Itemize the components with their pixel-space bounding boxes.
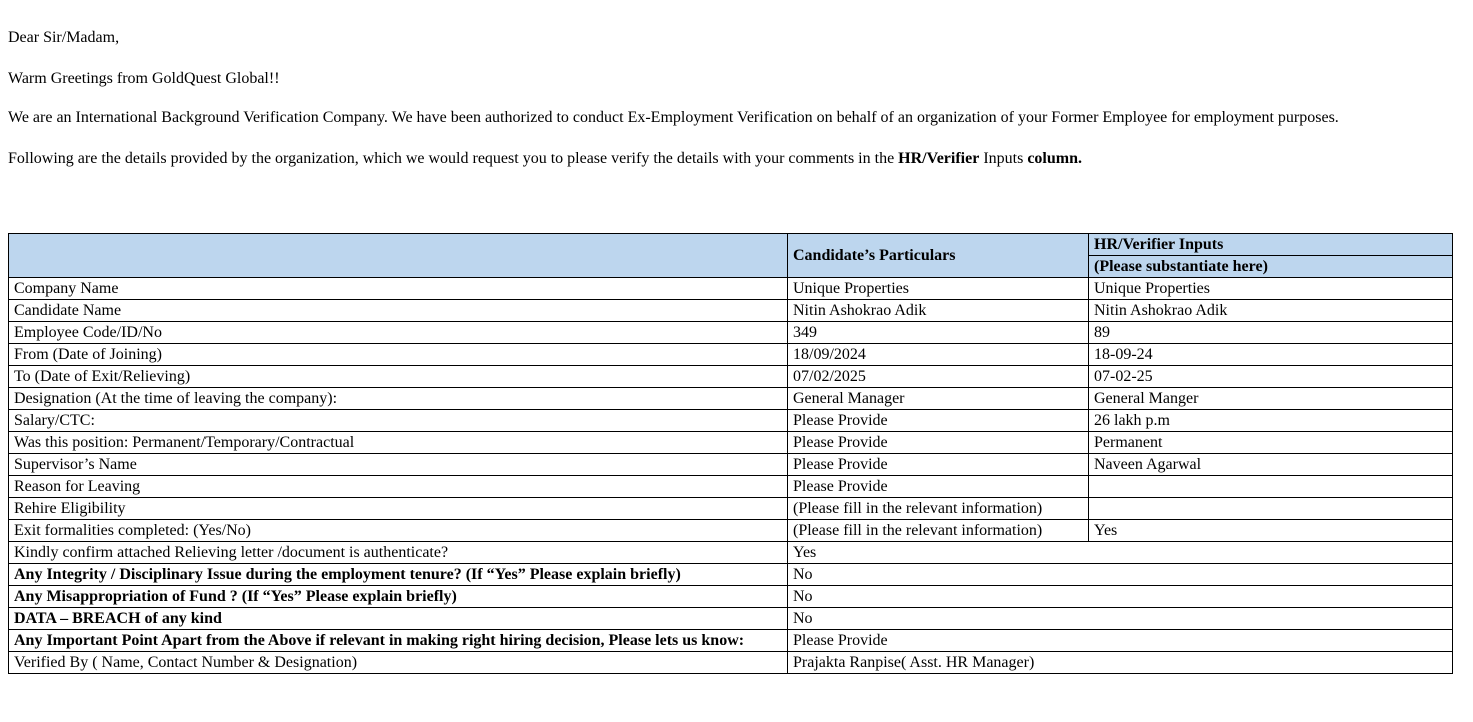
hr-input-cell[interactable]: General Manger (1089, 388, 1453, 410)
candidate-value-cell: Please Provide (788, 476, 1089, 498)
row-label-cell: Kindly confirm attached Relieving letter /document is authenticate? (9, 542, 788, 564)
row-label-cell: Rehire Eligibility (9, 498, 788, 520)
hr-input-cell[interactable] (1089, 476, 1453, 498)
row-label-cell: Exit formalities completed: (Yes/No) (9, 520, 788, 542)
row-label-cell: Any Integrity / Disciplinary Issue during the employment tenure? (If “Yes” Please explain briefly) (9, 564, 788, 586)
merged-value-cell[interactable]: Please Provide (788, 630, 1453, 652)
row-label-cell: Company Name (9, 278, 788, 300)
hr-input-cell[interactable]: 18-09-24 (1089, 344, 1453, 366)
candidate-value-cell: Nitin Ashokrao Adik (788, 300, 1089, 322)
candidate-value-cell: Please Provide (788, 410, 1089, 432)
hr-input-cell[interactable]: Unique Properties (1089, 278, 1453, 300)
table-row (9, 410, 1453, 432)
merged-value-cell[interactable]: Prajakta Ranpise( Asst. HR Manager) (788, 652, 1453, 674)
table-row (9, 300, 1453, 322)
candidate-value-cell: (Please fill in the relevant information) (788, 498, 1089, 520)
header-empty-cell (9, 234, 788, 278)
header-candidates-particulars: Candidate’s Particulars (788, 234, 1089, 278)
instruction-bold-hr-verifier: HR/Verifier (898, 150, 980, 167)
table-row-merged (9, 608, 1453, 630)
row-label-cell: Any Important Point Apart from the Above if relevant in making right hiring decision, Please lets us know: (9, 630, 788, 652)
table-row-merged (9, 630, 1453, 652)
header-hr-verifier-inputs: HR/Verifier Inputs (1089, 234, 1453, 256)
candidate-value-cell: 349 (788, 322, 1089, 344)
row-label-cell: Reason for Leaving (9, 476, 788, 498)
table-row (9, 498, 1453, 520)
instruction-text: Following are the details provided by the organization, which we would request you to please verify the details with your comments in the (8, 150, 899, 167)
row-label-cell: Supervisor’s Name (9, 454, 788, 476)
verification-table (8, 233, 1453, 674)
merged-value-cell[interactable]: No (788, 564, 1453, 586)
salutation-line: Dear Sir/Madam, (8, 29, 120, 46)
candidate-value-cell: Please Provide (788, 432, 1089, 454)
table-row (9, 366, 1453, 388)
table-row-merged (9, 652, 1453, 674)
table-row (9, 432, 1453, 454)
table-row (9, 388, 1453, 410)
candidate-value-cell: General Manager (788, 388, 1089, 410)
candidate-value-cell: Please Provide (788, 454, 1089, 476)
hr-input-cell[interactable]: 26 lakh p.m (1089, 410, 1453, 432)
row-label-cell: From (Date of Joining) (9, 344, 788, 366)
header-please-substantiate: (Please substantiate here) (1089, 256, 1453, 278)
row-label-cell: Verified By ( Name, Contact Number & Designation) (9, 652, 788, 674)
row-label-cell: Salary/CTC: (9, 410, 788, 432)
intro-paragraph: We are an International Background Verification Company. We have been authorized to conduct Ex-Employment Verification on behalf of an organization of your Former Employee for employment purposes. (8, 109, 1339, 126)
candidate-value-cell: Unique Properties (788, 278, 1089, 300)
candidate-value-cell: (Please fill in the relevant information) (788, 520, 1089, 542)
hr-input-cell[interactable]: Naveen Agarwal (1089, 454, 1453, 476)
row-label-cell: Any Misappropriation of Fund ? (If “Yes” Please explain briefly) (9, 586, 788, 608)
instruction-text-inputs: Inputs (979, 150, 1028, 167)
table-row (9, 476, 1453, 498)
candidate-value-cell: 18/09/2024 (788, 344, 1089, 366)
row-label-cell: Was this position: Permanent/Temporary/Contractual (9, 432, 788, 454)
merged-value-cell[interactable]: No (788, 608, 1453, 630)
merged-value-cell[interactable]: Yes (788, 542, 1453, 564)
hr-input-cell[interactable]: 07-02-25 (1089, 366, 1453, 388)
merged-value-cell[interactable]: No (788, 586, 1453, 608)
table-row (9, 278, 1453, 300)
table-row-merged (9, 564, 1453, 586)
table-row (9, 322, 1453, 344)
row-label-cell: Employee Code/ID/No (9, 322, 788, 344)
greeting-line: Warm Greetings from GoldQuest Global!! (8, 70, 280, 87)
instruction-paragraph (8, 150, 1082, 168)
row-label-cell: Candidate Name (9, 300, 788, 322)
instruction-bold-column: column. (1027, 150, 1082, 167)
hr-input-cell[interactable]: Nitin Ashokrao Adik (1089, 300, 1453, 322)
hr-input-cell[interactable]: 89 (1089, 322, 1453, 344)
row-label-cell: DATA – BREACH of any kind (9, 608, 788, 630)
table-row-merged (9, 586, 1453, 608)
table-header-row-1 (9, 234, 1453, 256)
row-label-cell: To (Date of Exit/Relieving) (9, 366, 788, 388)
table-row (9, 454, 1453, 476)
hr-input-cell[interactable]: Yes (1089, 520, 1453, 542)
candidate-value-cell: 07/02/2025 (788, 366, 1089, 388)
table-row-merged (9, 542, 1453, 564)
hr-input-cell[interactable]: Permanent (1089, 432, 1453, 454)
table-row (9, 344, 1453, 366)
hr-input-cell[interactable] (1089, 498, 1453, 520)
table-row (9, 520, 1453, 542)
row-label-cell: Designation (At the time of leaving the company): (9, 388, 788, 410)
